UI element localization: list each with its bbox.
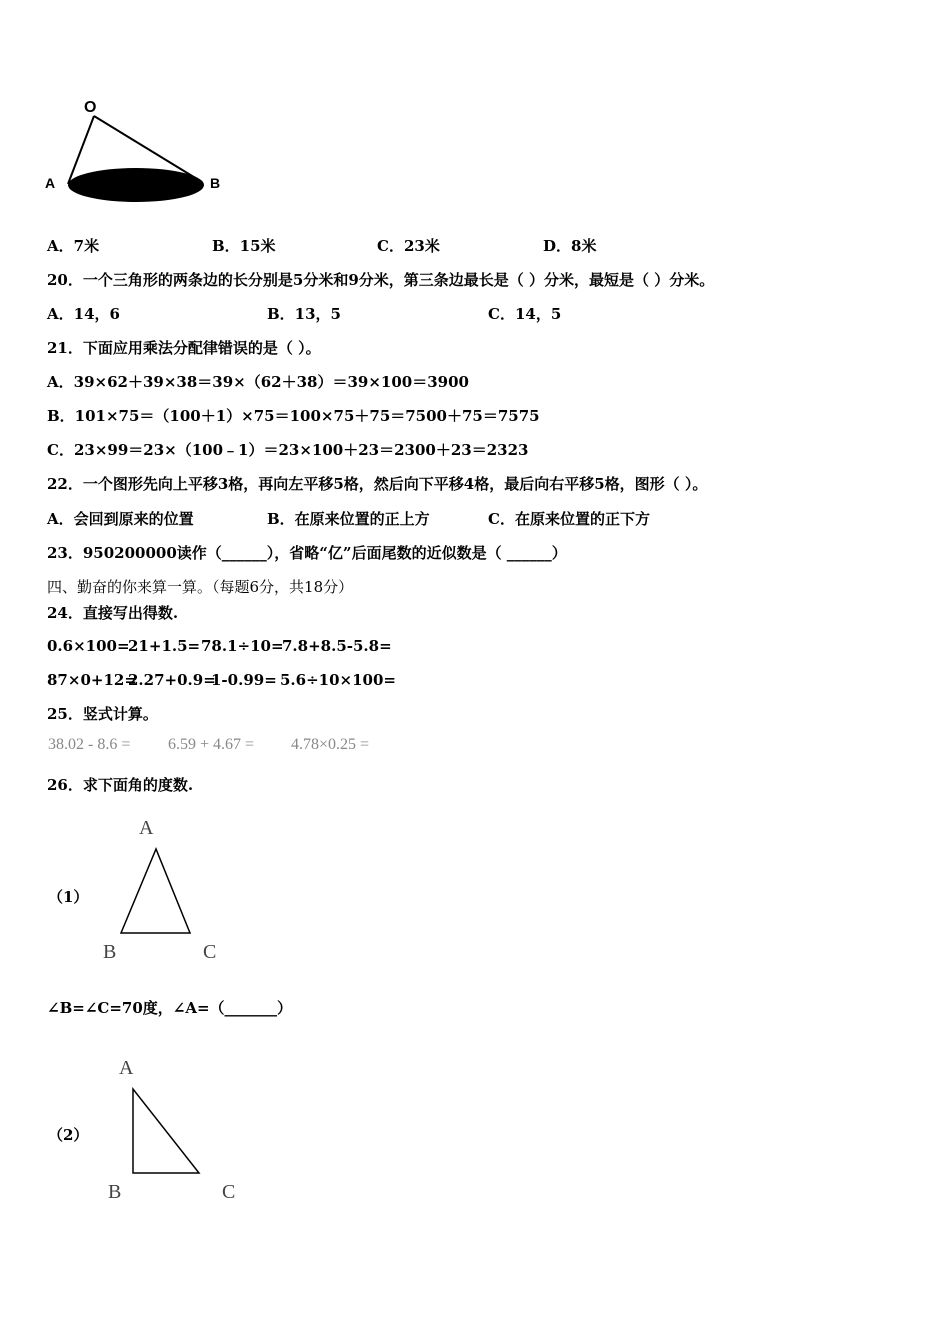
triangle-two-vertex-a: A [119, 1057, 134, 1079]
q25-title: 25．竖式计算。 [47, 705, 158, 723]
triangle-one-vertex-b: B [103, 941, 117, 963]
q23-question: 23．950200000读作（______），省略“亿”后面尾数的近似数是（ ______） [47, 544, 567, 562]
q19-option-a: A．7米 [47, 237, 100, 255]
triangle-one-vertex-a: A [139, 817, 154, 839]
q21-option-c: C．23×99＝23×（100﹣1）＝23×100＋23＝2300＋23＝2323 [47, 441, 529, 459]
q22-option-c: C．在原来位置的正下方 [488, 510, 650, 528]
q24-expr: 2.27+0.9= [128, 671, 216, 689]
triangle-one [95, 812, 235, 972]
q25-expr: 38.02 - 8.6 = [48, 736, 131, 753]
q26-part1-label: （1） [48, 888, 89, 906]
q19-option-b: B．15米 [212, 237, 276, 255]
q20-option-b: B．13，5 [267, 305, 341, 323]
q22-option-a: A．会回到原来的位置 [47, 510, 194, 528]
q24-expr: 7.8+8.5-5.8= [282, 637, 392, 655]
q20-question: 20．一个三角形的两条边的长分别是5分米和9分米，第三条边最长是（ ）分米，最短是（ ）分米。 [47, 271, 715, 289]
cone-apex-label: O [84, 99, 97, 116]
q24-expr: 21+1.5= [128, 637, 201, 655]
q20-option-a: A．14，6 [47, 305, 120, 323]
triangle-two-vertex-b: B [108, 1181, 122, 1203]
q24-title: 24．直接写出得数. [47, 604, 179, 622]
q25-expr: 4.78×0.25 = [291, 736, 370, 753]
q24-expr: 87×0+12= [47, 671, 137, 689]
q19-option-c: C．23米 [377, 237, 440, 255]
section-four-heading: 四、勤奋的你来算一算。（每题6分，共18分） [47, 578, 354, 596]
q25-expr: 6.59 + 4.67 = [168, 736, 255, 753]
cone-figure [40, 92, 240, 212]
q24-expr: 1-0.99= [211, 671, 277, 689]
q21-question: 21．下面应用乘法分配律错误的是（ ）。 [47, 339, 321, 357]
q21-option-a: A．39×62＋39×38＝39×（62＋38）＝39×100＝3900 [47, 373, 469, 391]
q24-expr: 5.6÷10×100= [280, 671, 396, 689]
q19-option-d: D．8米 [543, 237, 597, 255]
triangle-one-vertex-c: C [203, 941, 217, 963]
triangle-two-vertex-c: C [222, 1181, 236, 1203]
q24-expr: 0.6×100= [47, 637, 130, 655]
cone-right-label: B [210, 175, 221, 191]
q26-part2-label: （2） [48, 1126, 89, 1144]
q20-option-c: C．14，5 [488, 305, 562, 323]
q26-title: 26．求下面角的度数. [47, 776, 194, 794]
cone-left-label: A [45, 175, 56, 191]
triangle-two [100, 1052, 260, 1212]
q21-option-b: B．101×75＝（100＋1）×75＝100×75＋75＝7500＋75＝7575 [47, 407, 540, 425]
q22-question: 22．一个图形先向上平移3格，再向左平移5格，然后向下平移4格，最后向右平移5格，图形（ ）。 [47, 475, 708, 493]
q24-expr: 78.1÷10= [201, 637, 284, 655]
q22-option-b: B．在原来位置的正上方 [267, 510, 430, 528]
q26-part1-question: ∠B=∠C=70度，∠A=（_______） [47, 999, 293, 1017]
